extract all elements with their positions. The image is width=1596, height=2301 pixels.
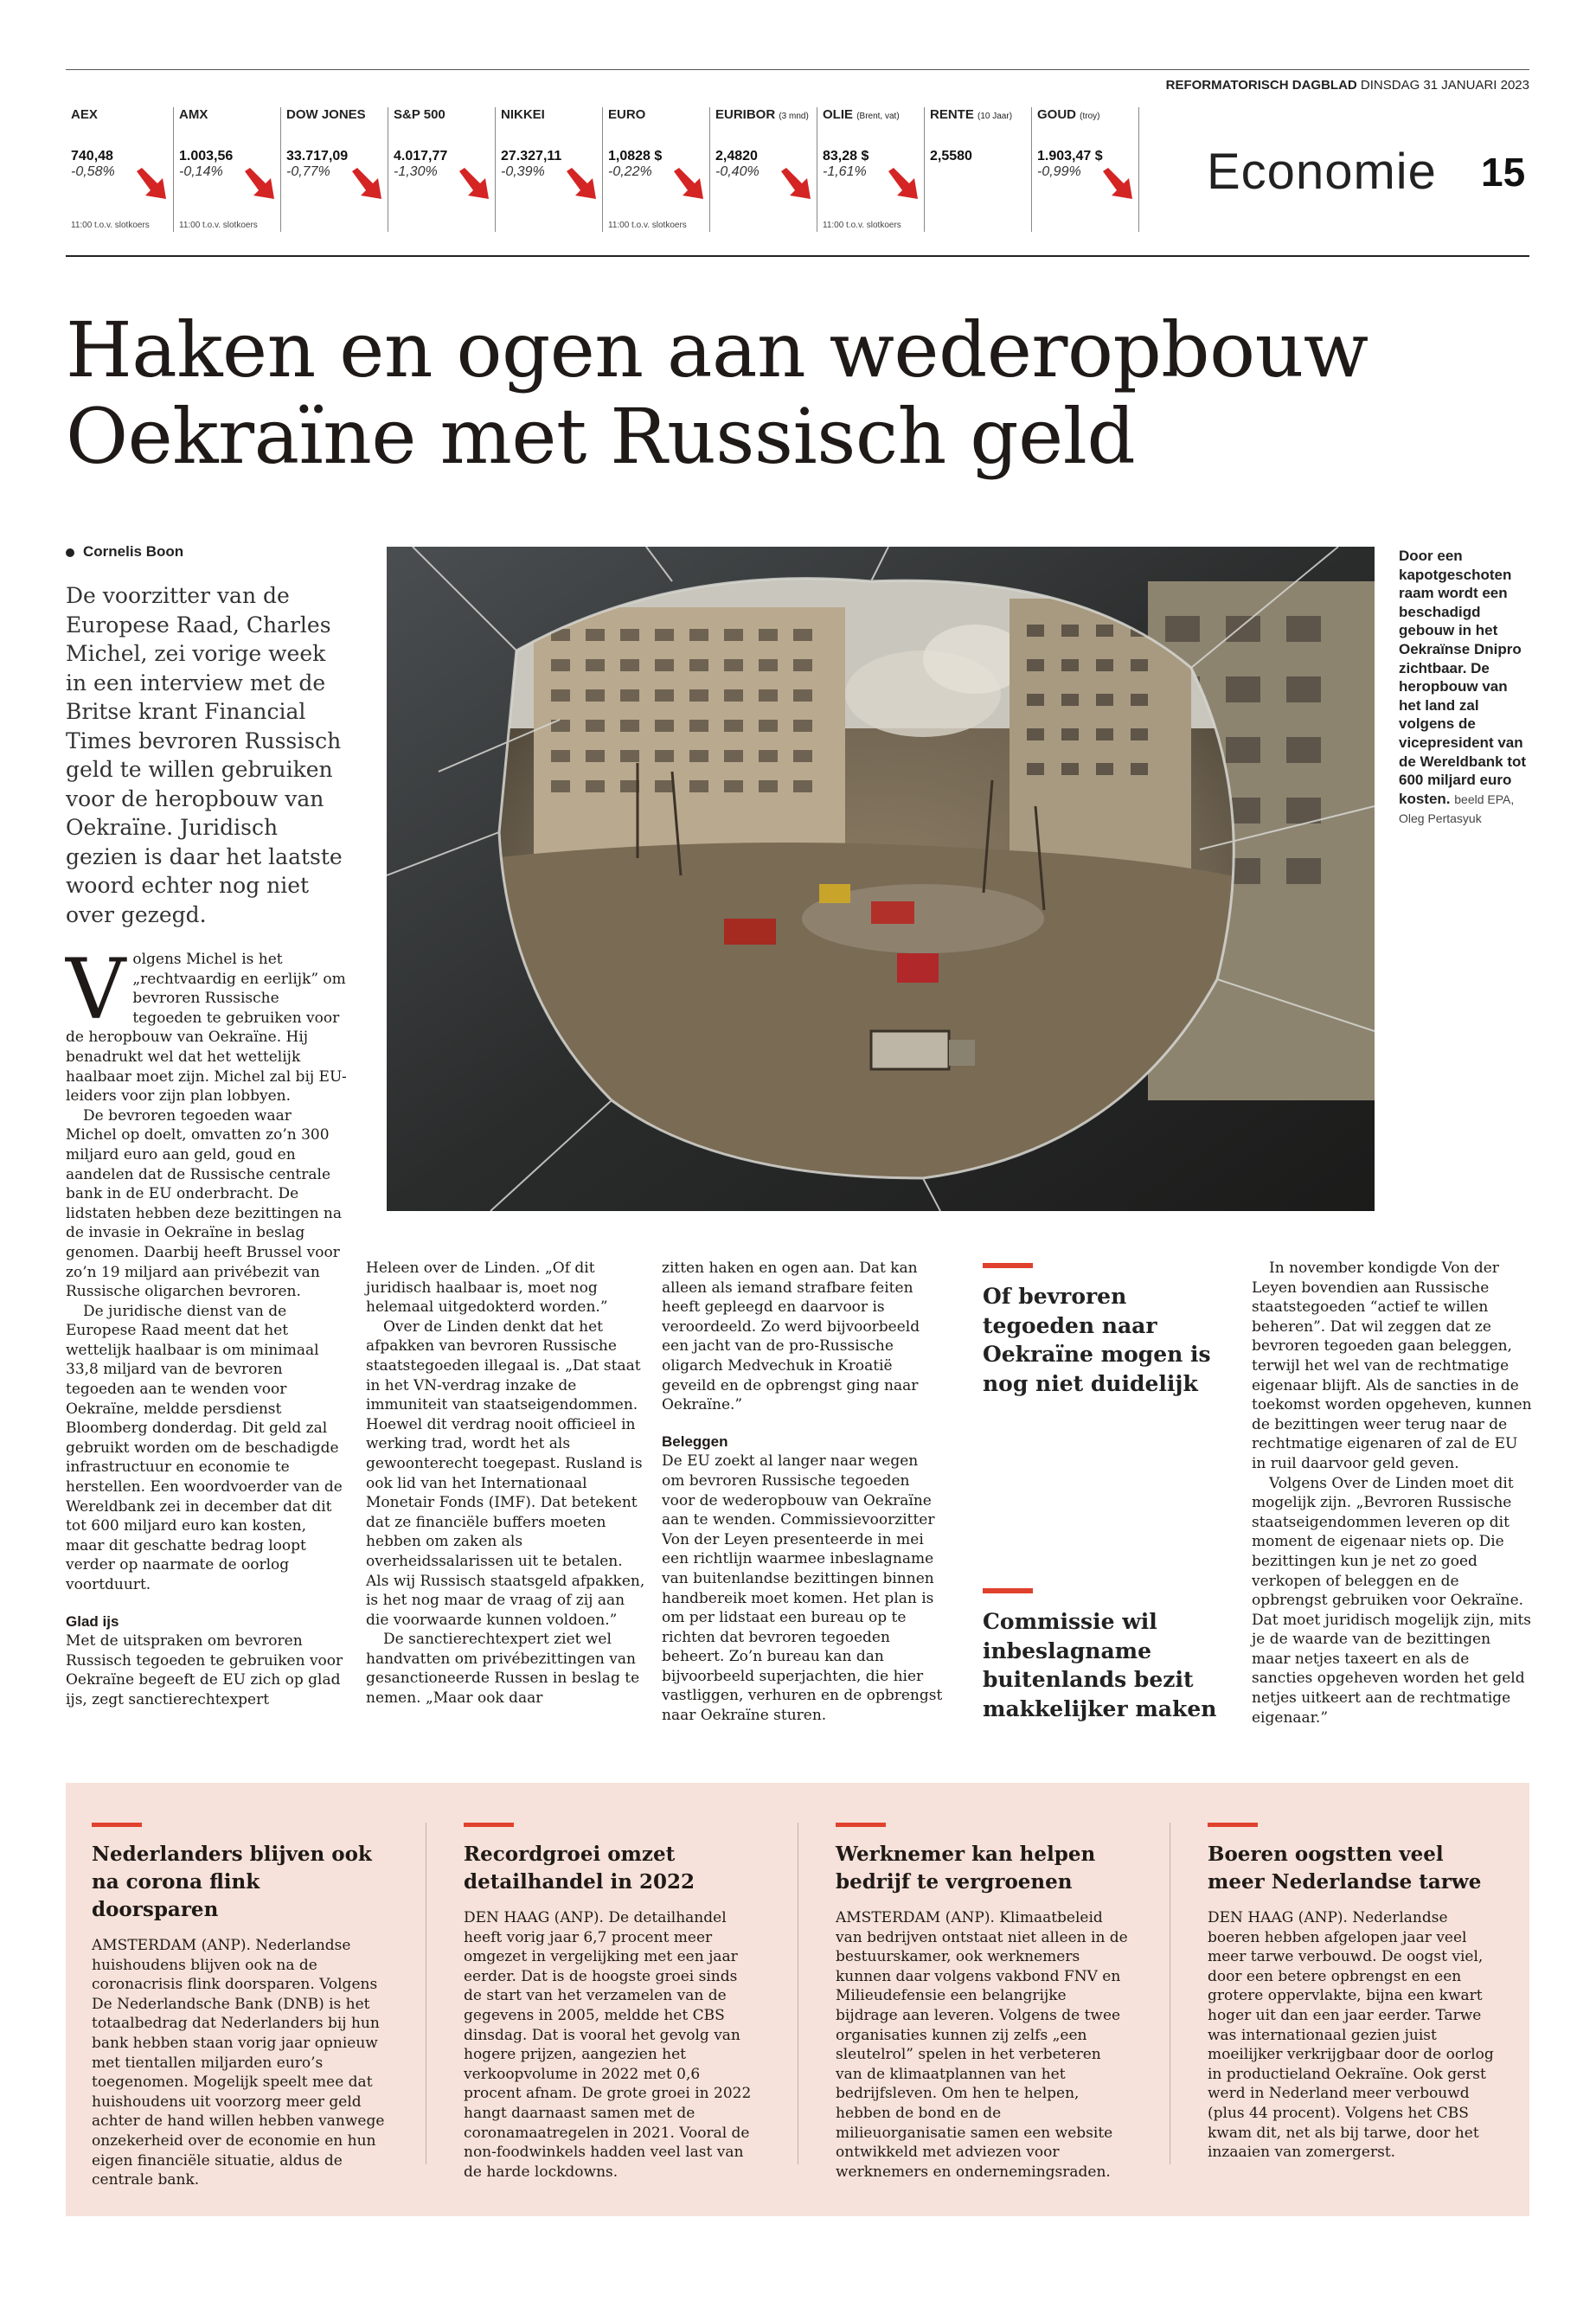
caption-text: Door een kapotgeschoten raam wordt een beschadigd gebouw in het Oekraïnse Dnipro zichtbaar. De heropbouw van het land zal volgens de vicepresident van de Wereldbank tot 600 miljard euro kosten.	[1399, 548, 1527, 807]
accent-bar	[983, 1588, 1033, 1593]
article-headline	[66, 307, 1536, 480]
headline-line-2: Oekraïne met Russisch geld	[66, 392, 1136, 481]
accent-bar	[464, 1823, 514, 1827]
ticker-divider	[1138, 107, 1139, 232]
down-arrow-icon	[563, 168, 601, 202]
headline-line-1: Haken en ogen aan wederopbouw	[66, 305, 1368, 394]
paragraph: Volgens Over de Linden moet dit mogelijk zijn. „Bevroren Russische staatseigendommen leveren op dit moment de eigenaar niets op. Die bezittingen kun je net zo goed verkopen of beleggen en de opbrengst gebruiken voor Oekraïne. Dat moet juridisch mogelijk zijn, mits je de waarde van de bezittingen maar netjes taxeert en als de sancties opgeheven worden het geld netjes uitkeert aan de rechtmatige eigenaar.”	[1252, 1474, 1532, 1727]
ticker-item-aex	[66, 107, 174, 232]
author-name: Cornelis Boon	[83, 543, 184, 560]
ticker-label-text: GOUD	[1037, 107, 1076, 122]
masthead-paper: REFORMATORISCH DAGBLAD	[1165, 78, 1357, 93]
ticker-item-rente	[924, 107, 1032, 232]
paragraph: Met de uitspraken om bevroren Russisch tegoeden te gebruiken voor Oekraïne begeeft de EU zich op glad ijs, zegt sanctierechtexpert	[66, 1632, 343, 1708]
ticker-value: 1.003,56	[179, 149, 234, 163]
masthead-date: DINSDAG 31 JANUARI 2023	[1360, 78, 1529, 93]
photo-caption	[1399, 547, 1529, 829]
ticker-label: AEX	[71, 107, 98, 122]
paragraph: zitten haken en ogen aan. Dat kan alleen als iemand strafbare feiten heeft gepleegd en daarvoor is veroordeeld. Zo werd bijvoorbeeld een jacht van de pro-Russische oligarch Medvechuk in Kroatië geveild en de opbrengst ging naar Oekraïne.”	[662, 1259, 920, 1414]
pull-quote-text: Of bevroren tegoeden naar Oekraïne mogen is nog niet duidelijk	[983, 1284, 1211, 1396]
down-arrow-icon	[241, 168, 279, 202]
down-arrow-icon	[133, 168, 171, 202]
down-arrow-icon	[349, 168, 387, 202]
ticker-item-euro	[602, 107, 710, 232]
article-lead: De voorzitter van de Europese Raad, Charles Michel, zei vorige week in een interview met de Britse krant Financial Times bevroren Russisch geld te willen gebruiken voor de heropbouw van Oekraïne. Juridisch gezien is daar het laatste woord echter nog niet over gezegd.	[66, 583, 343, 927]
paragraph: De EU zoekt al langer naar wegen om bevroren Russische tegoeden voor de wederopbouw van Oekraïne aan te wenden. Commissievoorzitter Von der Leyen presenteerde in mei een richtlijn waarmee inbeslagname van buitenlandse bezittingen binnen handbereik moet komen. Het plan is om per lidstaat een bureau op te richten dat bevroren tegoeden beheert. Zo’n bureau kan dan bijvoorbeeld superjachten, die hier vastliggen, verhuren en de opbrengst naar Oekraïne sturen.	[662, 1452, 943, 1725]
ticker-label: AMX	[179, 107, 208, 122]
ticker-label-text: RENTE	[930, 107, 974, 122]
ticker-change: -0,99%	[1037, 164, 1081, 179]
paragraph: Heleen over de Linden. „Of dit juridisch haalbaar is, moet nog helemaal uitgedokterd worden.”	[366, 1259, 608, 1317]
ticker-value: 1.903,47 $	[1037, 149, 1103, 163]
pull-quote-2	[983, 1588, 1242, 1723]
subheading: Beleggen	[662, 1433, 728, 1450]
ticker-item-olie	[817, 107, 925, 232]
article-column-1	[66, 941, 347, 1710]
paragraph: olgens Michel is het „rechtvaardig en eerlijk” om bevroren Russische tegoeden te gebruiken voor de heropbouw van Oekraïne. Hij benadrukt wel dat het wettelijk haalbaar moet zijn. Michel zal bij EU-leiders voor zijn plan lobbyen.	[66, 951, 347, 1106]
ticker-value: 4.017,77	[394, 149, 448, 163]
ticker-change: -0,39%	[501, 164, 545, 179]
ticker-change: -0,22%	[608, 164, 652, 179]
brief-item	[836, 1823, 1130, 2182]
ticker-change: -0,58%	[71, 164, 115, 179]
broken-window-photo	[387, 547, 1375, 1211]
down-arrow-icon	[670, 168, 708, 202]
ticker-value: 740,48	[71, 149, 113, 163]
down-arrow-icon	[456, 168, 494, 202]
accent-bar	[983, 1263, 1033, 1268]
article-column-3	[662, 1259, 943, 1726]
ticker-value: 83,28 $	[823, 149, 869, 163]
ticker-item-amx	[173, 107, 281, 232]
ticker-label-sub: (10 Jaar)	[977, 112, 1013, 121]
ticker-note: 11:00 t.o.v. slotkoers	[179, 221, 258, 230]
ticker-label	[823, 107, 925, 128]
ticker-value: 2,5580	[930, 149, 972, 163]
ticker-label-sub: (Brent, vat)	[856, 112, 900, 121]
ticker-label-text: EURIBOR	[715, 107, 776, 122]
ticker-label-text: OLIE	[823, 107, 854, 122]
paragraph: De juridische dienst van de Europese Raad meent dat het wettelijk haalbaar is om minimaal 33,8 miljard van de bevroren tegoeden aan te wenden voor Oekraïne, meldde persdienst Bloomberg donderdag. Dit geld zal gebruikt worden om de beschadigde infrastructuur en economie te herstellen. Een woordvoerder van de Wereldbank zei in december dat dit tot 600 miljard euro kan kosten, maar dit geschatte bedrag loopt verder op naarmate de oorlog voortduurt.	[66, 1302, 343, 1593]
ticker-value: 27.327,11	[501, 149, 562, 163]
brief-body: AMSTERDAM (ANP). Klimaatbeleid van bedrijven ontstaat niet alleen in de bestuurskamer, ook werknemers kunnen daar volgens vakbond FNV en Milieudefensie een belangrijke bijdrage aan leveren. Volgens de twee organisaties kunnen zij zelfs „een sleutelrol” spelen in het verbeteren van de klimaatplannen van het bedrijfsleven. Om hen te helpen, hebben de bond en de milieuorganisatie samen een website ontwikkeld met adviezen voor werknemers en ondernemingsraden.	[836, 1909, 1128, 2181]
accent-bar	[1208, 1823, 1258, 1827]
paragraph: De bevroren tegoeden waar Michel op doelt, omvatten zo’n 300 miljard euro aan geld, goud en aandelen dat de Russische centrale bank in de EU onderbracht. De lidstaten hebben deze bezittingen na de invasie in Oekraïne in beslag genomen. Daarbij heeft Brussel voor zo’n 19 miljard aan privébezit van Russische oligarchen bevroren.	[66, 1106, 343, 1301]
ticker-top-rule	[66, 69, 1529, 70]
ticker-change: -1,30%	[394, 164, 438, 179]
paragraph: De sanctierechtexpert ziet wel handvatten om privébezittingen van gesanctioneerde Russen in beslag te nemen. „Maar ook daar	[366, 1631, 640, 1708]
brief-body: DEN HAAG (ANP). Nederlandse boeren hebben afgelopen jaar veel meer tarwe verbouwd. De oogst viel, door een betere opbrengst en een grotere oppervlakte, bijna een kwart hoger uit dan een jaar eerder. Tarwe was internationaal gezien juist moeilijker verkrijgbaar door de oorlog in productieland Oekraïne. Ook gerst werd in Nederland meer verbouwd (plus 44 procent). Volgens het CBS kwam dit, net als bij tarwe, door het inzaaien van zomergerst.	[1208, 1909, 1494, 2162]
paragraph: In november kondigde Von der Leyen bovendien aan Russische staatstegoeden “actief te willen beheren”. Dat wil zeggen dat ze bevroren tegoeden gaan beleggen, terwijl het wel van de rechtmatige eigenaar blijft. Als de sancties in de toekomst worden opgeheven, kunnen de bezittingen weer terug naar de rechtmatige eigenaren of zal de EU in ruil daarvoor geld geven.	[1252, 1259, 1532, 1472]
ticker-label	[715, 107, 817, 128]
photo-credit: beeld EPA, Oleg Pertasyuk	[1399, 792, 1515, 826]
ticker-item-sp500	[388, 107, 496, 232]
brief-title: Werknemer kan helpen bedrijf te vergroenen	[836, 1843, 1096, 1894]
bullet-icon	[66, 548, 74, 557]
news-briefs-box	[66, 1783, 1529, 2216]
ticker-note: 11:00 t.o.v. slotkoers	[823, 221, 901, 230]
masthead	[1166, 78, 1529, 93]
down-arrow-icon	[885, 168, 923, 202]
ticker-item-euribor	[709, 107, 817, 232]
ticker-label-sub: (troy)	[1080, 112, 1100, 121]
ticker-change: -0,14%	[179, 164, 223, 179]
paragraph: Over de Linden denkt dat het afpakken van bevroren Russische staatstegoeden illegaal is. „Dat staat in het VN-verdrag inzake de immuniteit van staatseigendommen. Hoewel dit verdrag nooit officieel in werking trad, wordt het als gewoonterecht toegepast. Rusland is ook lid van het Internationaal Monetair Fonds (IMF). Dat betekent dat ze financiële buffers moeten hebben om zaken als overheidssalarissen uit te betalen. Als wij Russisch staatsgeld afpakken, is het nog maar de vraag of zij aan die voorwaarde kunnen voldoen.”	[366, 1317, 645, 1629]
article-photo	[387, 547, 1375, 1211]
header-bottom-rule	[66, 255, 1529, 257]
brief-title: Recordgroei omzet detailhandel in 2022	[464, 1843, 695, 1894]
ticker-item-goud	[1031, 107, 1139, 232]
ticker-label-sub: (3 mnd)	[779, 112, 809, 121]
brief-title: Boeren oogstten veel meer Nederlandse tarwe	[1208, 1843, 1482, 1894]
ticker-item-dow-jones	[280, 107, 388, 232]
accent-bar	[92, 1823, 142, 1827]
brief-body: DEN HAAG (ANP). De detailhandel heeft vorig jaar 6,7 procent meer omgezet in vergelijking met een jaar eerder. Dat is de hoogste groei sinds de start van het verzamelen van de gegevens in 2005, meldde het CBS dinsdag. Dat is vooral het gevolg van hogere prijzen, aangezien het verkoopvolume in 2022 met 0,6 procent afnam. De grote groei in 2022 hangt daarnaast samen met de coronamaatregelen in 2021. Vooral de non-foodwinkels hadden veel last van de harde lockdowns.	[464, 1909, 752, 2181]
byline	[66, 543, 183, 561]
brief-title: Nederlanders blijven ook na corona flink doorsparen	[92, 1843, 372, 1921]
ticker-label: NIKKEI	[501, 107, 545, 122]
ticker-label: S&P 500	[394, 107, 445, 122]
brief-body: AMSTERDAM (ANP). Nederlandse huishoudens blijven ook na de coronacrisis flink doorsparen. Volgens De Nederlandsche Bank (DNB) is het totaalbedrag dat Nederlanders bij hun bank hebben staan vorig jaar opnieuw met tientallen miljarden euro’s toegenomen. Mogelijk speelt mee dat huishoudens uit voorzorg meer geld achter de hand willen hebben vanwege onzekerheid over de economie en hun eigen financiële situatie, aldus de centrale bank.	[92, 1937, 385, 2189]
ticker-label	[1037, 107, 1139, 128]
section-name: Economie	[1207, 144, 1437, 200]
pull-quote-text: Commissie wil inbeslagname buitenlands bezit makkelijker maken	[983, 1609, 1217, 1721]
article-column-5	[1252, 1259, 1533, 1727]
brief-item	[464, 1823, 758, 2182]
ticker-change: -0,40%	[715, 164, 760, 179]
article-column-2	[366, 1259, 647, 1708]
ticker-label: DOW JONES	[286, 107, 366, 122]
ticker-note: 11:00 t.o.v. slotkoers	[71, 221, 150, 230]
ticker-change: -1,61%	[823, 164, 867, 179]
brief-item	[92, 1823, 386, 2190]
drop-cap: V	[66, 941, 126, 1038]
accent-bar	[836, 1823, 886, 1827]
ticker-note: 11:00 t.o.v. slotkoers	[608, 221, 687, 230]
down-arrow-icon	[778, 168, 816, 202]
page-number: 15	[1481, 150, 1526, 195]
ticker-change: -0,77%	[286, 164, 330, 179]
ticker-value: 1,0828 $	[608, 149, 663, 163]
ticker-label: EURO	[608, 107, 646, 122]
brief-item	[1208, 1823, 1502, 2163]
pull-quote-1	[983, 1263, 1242, 1398]
ticker-value: 2,4820	[715, 149, 758, 163]
ticker-label	[930, 107, 1032, 128]
subheading: Glad ijs	[66, 1612, 119, 1630]
ticker-value: 33.717,09	[286, 149, 349, 163]
down-arrow-icon	[1099, 168, 1138, 202]
ticker-item-nikkei	[495, 107, 603, 232]
